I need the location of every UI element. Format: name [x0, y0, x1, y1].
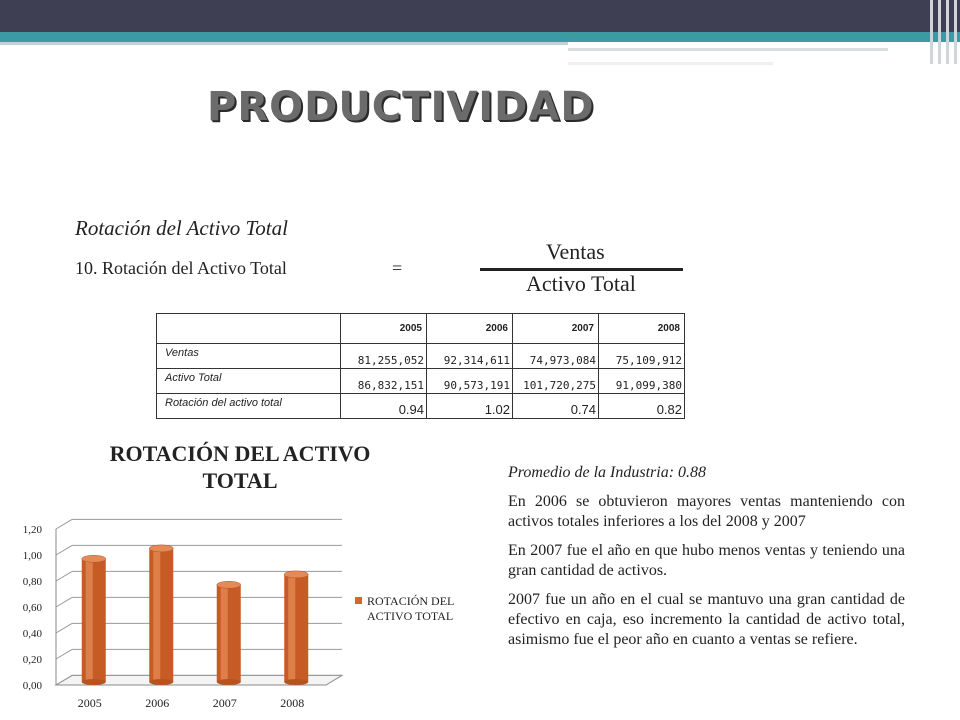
note-paragraph: En 2007 fue el año en que hubo menos ventas y teniendo una gran cantidad de activos. [508, 542, 905, 579]
y-tick-label: 0,00 [22, 680, 42, 692]
table-year-header: 2008 [599, 314, 685, 344]
table-cell: 75,109,912 [599, 344, 685, 369]
bar-highlight [86, 559, 93, 682]
notes-panel [508, 463, 905, 659]
bar-base [149, 679, 173, 685]
bar-chart [0, 510, 350, 720]
slide-title: PRODUCTIVIDAD [207, 84, 595, 130]
bar [217, 585, 241, 682]
header-stripes [926, 0, 960, 64]
x-tick-label: 2007 [212, 696, 237, 710]
bar-highlight [153, 548, 160, 682]
gridline-depth [56, 571, 72, 581]
bar-highlight [221, 585, 228, 682]
table-year-header: 2007 [513, 314, 599, 344]
legend-label: ROTACIÓN DEL ACTIVO TOTAL [367, 594, 454, 623]
y-tick-label: 0,20 [22, 654, 42, 666]
section-subtitle: Rotación del Activo Total [75, 216, 288, 240]
y-tick-label: 0,60 [22, 602, 42, 614]
table-cell: 1.02 [427, 394, 513, 419]
bar-top [82, 555, 106, 562]
y-tick-label: 1,20 [22, 524, 42, 536]
bar-top [284, 571, 308, 578]
bar [82, 559, 106, 682]
table-cell: 86,832,151 [341, 369, 427, 394]
gridline-depth [56, 623, 72, 633]
gridline-depth [56, 597, 72, 607]
y-tick-label: 1,00 [22, 550, 42, 562]
table-year-header: 2005 [341, 314, 427, 344]
formula-numerator: Ventas [546, 239, 605, 264]
table-cell: 0.82 [599, 394, 685, 419]
table-cell: 74,973,084 [513, 344, 599, 369]
bar-base [284, 679, 308, 685]
gridline-depth [56, 519, 72, 529]
table-cell: 91,099,380 [599, 369, 685, 394]
table-cell: 90,573,191 [427, 369, 513, 394]
table-cell: 81,255,052 [341, 344, 427, 369]
table-row [157, 394, 685, 419]
note-paragraph: En 2006 se obtuvieron mayores ventas manteniendo con activos totales inferiores a los del 2008 y 2007 [508, 493, 905, 530]
x-tick-label: 2005 [77, 696, 102, 710]
table-row [157, 344, 685, 369]
table-cell: 0.74 [513, 394, 599, 419]
chart-title: ROTACIÓN DEL ACTIVO TOTAL [109, 441, 371, 493]
gridline-depth [56, 649, 72, 659]
bar-top [217, 581, 241, 588]
header-accent-band [0, 32, 960, 42]
bar-base [217, 679, 241, 685]
table-row [157, 369, 685, 394]
bar [284, 574, 308, 682]
formula-equals-sign: = [392, 258, 403, 278]
header-divider-line [568, 62, 773, 65]
y-tick-label: 0,40 [22, 628, 42, 640]
formula-label: 10. Rotación del Activo Total [75, 258, 287, 278]
formula-denominator: Activo Total [526, 271, 636, 296]
x-tick-label: 2006 [145, 696, 170, 710]
header-divider-line [568, 48, 888, 51]
table-year-header: 2006 [427, 314, 513, 344]
bar-highlight [288, 574, 295, 682]
note-paragraph: 2007 fue un año en el cual se mantuvo una gran cantidad de efectivo en caja, eso incremento la cantidad de activo total, asimismo fue el peor año en cuanto a ventas se refiere. [508, 591, 905, 648]
table-row-label: Ventas [157, 344, 341, 369]
bar-base [82, 679, 106, 685]
legend-swatch [355, 597, 362, 604]
table-header-row [157, 314, 685, 344]
table-cell: 0.94 [341, 394, 427, 419]
industry-average-note: Promedio de la Industria: 0.88 [508, 464, 707, 481]
x-tick-label: 2008 [280, 696, 305, 710]
table-cell: 92,314,611 [427, 344, 513, 369]
bar [149, 548, 173, 682]
header-divider-line [0, 42, 568, 45]
data-table [156, 313, 685, 419]
table-corner-cell [157, 314, 341, 344]
table-row-label: Rotación del activo total [157, 394, 341, 419]
bar-top [149, 545, 173, 552]
table-row-label: Activo Total [157, 369, 341, 394]
header-band [0, 0, 960, 32]
gridline-depth [56, 545, 72, 555]
table-cell: 101,720,275 [513, 369, 599, 394]
y-tick-label: 0,80 [22, 576, 42, 588]
